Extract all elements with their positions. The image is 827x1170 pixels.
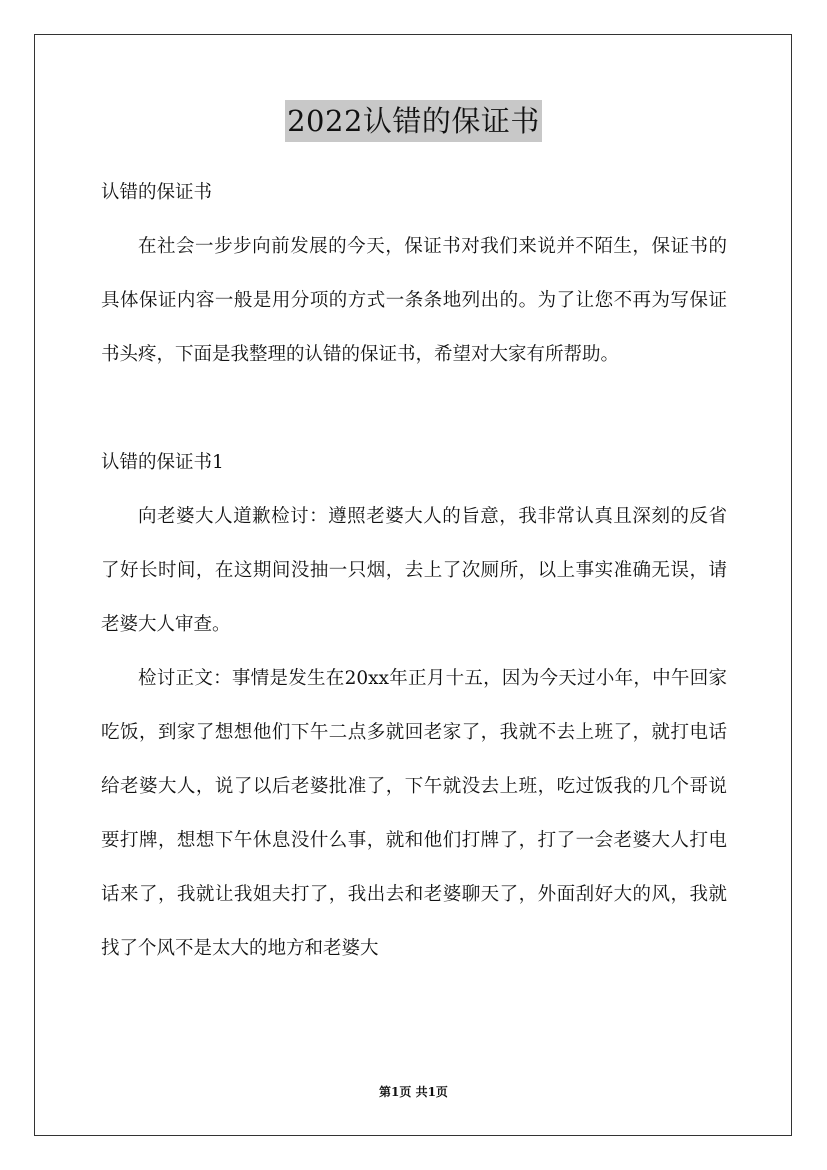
paragraph-main-text: 检讨正文：事情是发生在20xx年正月十五，因为今天过小年，中午回家吃饭，到家了想想他们下午二点多就回老家了，我就不去上班了，就打电话给老婆大人，说了以后老婆批准了，下午就没去上班，吃过饭我的几个哥说要打牌，想想下午休息没什么事，就和他们打牌了，打了一会老婆大人打电话来了，我就让我姐夫打了，我出去和老婆聊天了，外面刮好大的风，我就找了个风不是太大的地方和老婆大 — [101, 668, 727, 959]
intro-paragraph: 在社会一步步向前发展的今天，保证书对我们来说并不陌生，保证书的具体保证内容一般是用分项的方式一条条地列出的。为了让您不再为写保证书头疼，下面是我整理的认错的保证书，希望对大家有所帮助。 — [101, 236, 727, 365]
document-body — [101, 166, 727, 976]
section-heading: 认错的保证书 — [101, 182, 213, 203]
title-container — [0, 100, 827, 142]
section-spacer — [101, 382, 727, 436]
section-heading-1: 认错的保证书1 — [101, 452, 224, 473]
document-title: 2022认错的保证书 — [285, 100, 542, 142]
paragraph-apology: 向老婆大人道歉检讨：遵照老婆大人的旨意，我非常认真且深刻的反省了好长时间，在这期间没抽一只烟，去上了次厕所，以上事实准确无误，请老婆大人审查。 — [101, 506, 727, 635]
page-footer: 第1页 共1页 — [379, 1085, 448, 1099]
